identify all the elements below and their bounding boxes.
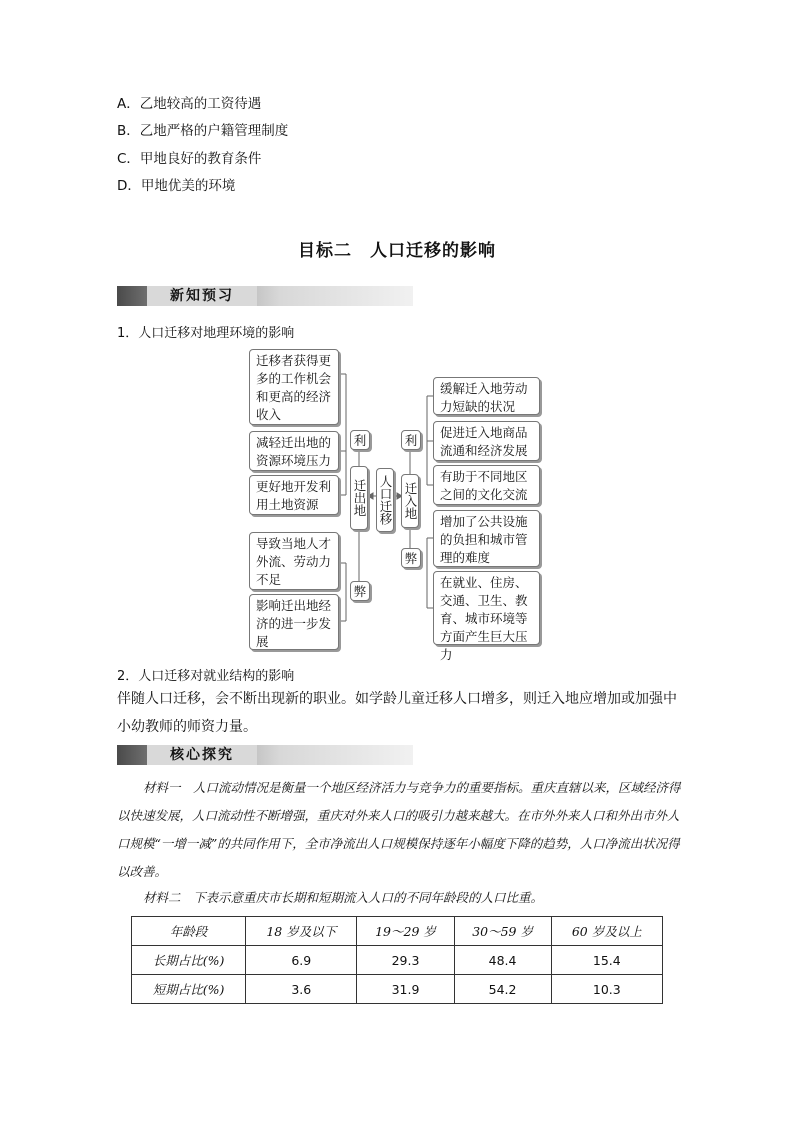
- table-cell: 3.6: [246, 975, 357, 1004]
- heading-employment-impact: 2．人口迁移对就业结构的影响: [117, 669, 295, 684]
- table-cell: 31.9: [357, 975, 454, 1004]
- option-d[interactable]: D．甲地优美的环境: [117, 178, 236, 194]
- table-header: 年龄段: [132, 917, 246, 946]
- table-header: 60 岁及以上: [551, 917, 662, 946]
- table-row: [132, 946, 663, 975]
- out-harm-economy: 影响迁出地经济的进一步发展: [249, 594, 339, 650]
- table-header: 19～29 岁: [357, 917, 454, 946]
- migration-center: 人口迁移: [376, 468, 394, 532]
- in-benefit-culture: 有助于不同地区之间的文化交流: [433, 465, 540, 505]
- row-label: 短期占比(%): [132, 975, 246, 1004]
- out-area: 迁出地: [350, 466, 368, 530]
- out-harm-talent-loss: 导致当地人才外流、劳动力不足: [249, 532, 339, 590]
- table-cell: 29.3: [357, 946, 454, 975]
- out-benefit-income: 迁移者获得更多的工作机会和更高的经济收入: [249, 349, 339, 425]
- banner-explore-label: 核心探究: [147, 745, 257, 765]
- option-b[interactable]: B．乙地严格的户籍管理制度: [117, 123, 289, 139]
- table-cell: 54.2: [454, 975, 551, 1004]
- in-area: 迁入地: [401, 474, 419, 528]
- table-header: 30～59 岁: [454, 917, 551, 946]
- in-benefit-label: 利: [401, 430, 421, 450]
- row-label: 长期占比(%): [132, 946, 246, 975]
- banner-preview-label: 新知预习: [147, 286, 257, 306]
- table-header-row: [132, 917, 663, 946]
- in-harm-label: 弊: [401, 548, 421, 568]
- table-row: [132, 975, 663, 1004]
- age-share-table: [131, 916, 663, 1004]
- table-header: 18 岁及以下: [246, 917, 357, 946]
- out-benefit-label: 利: [350, 430, 370, 450]
- material-two: 材料二 下表示意重庆市长期和短期流入人口的不同年龄段的人口比重。: [143, 890, 544, 905]
- table-cell: 10.3: [551, 975, 662, 1004]
- banner-explore: [117, 745, 413, 765]
- in-harm-public-facilities: 增加了公共设施的负担和城市管理的难度: [433, 510, 540, 567]
- heading-geography-impact: 1．人口迁移对地理环境的影响: [117, 326, 295, 341]
- section-title: 目标二 人口迁移的影响: [298, 241, 496, 261]
- in-benefit-commerce: 促进迁入地商品流通和经济发展: [433, 421, 540, 461]
- table-cell: 48.4: [454, 946, 551, 975]
- out-benefit-land-use: 更好地开发利用土地资源: [249, 475, 339, 515]
- material-one: 材料一 人口流动情况是衡量一个地区经济活力与竞争力的重要指标。重庆直辖以来，区域经济得以快速发展，人口流动性不断增强，重庆对外来人口的吸引力越来越大。在市外外来人口和外出市外人口规模“一增一减”的共同作用下，全市净流出人口规模保持逐年小幅度下降的趋势，人口净流出状况得以改善。: [117, 780, 681, 879]
- option-c[interactable]: C．甲地良好的教育条件: [117, 151, 262, 167]
- out-harm-label: 弊: [350, 581, 370, 601]
- employment-paragraph: 伴随人口迁移，会不断出现新的职业。如学龄儿童迁移人口增多，则迁入地应增加或加强中小幼教师的师资力量。: [117, 691, 677, 735]
- option-a[interactable]: A．乙地较高的工资待遇: [117, 96, 262, 112]
- out-benefit-resource-pressure: 减轻迁出地的资源环境压力: [249, 431, 339, 471]
- table-cell: 6.9: [246, 946, 357, 975]
- in-harm-pressure: 在就业、住房、交通、卫生、教育、城市环境等方面产生巨大压力: [433, 571, 540, 645]
- in-benefit-labor: 缓解迁入地劳动力短缺的状况: [433, 377, 540, 415]
- table-cell: 15.4: [551, 946, 662, 975]
